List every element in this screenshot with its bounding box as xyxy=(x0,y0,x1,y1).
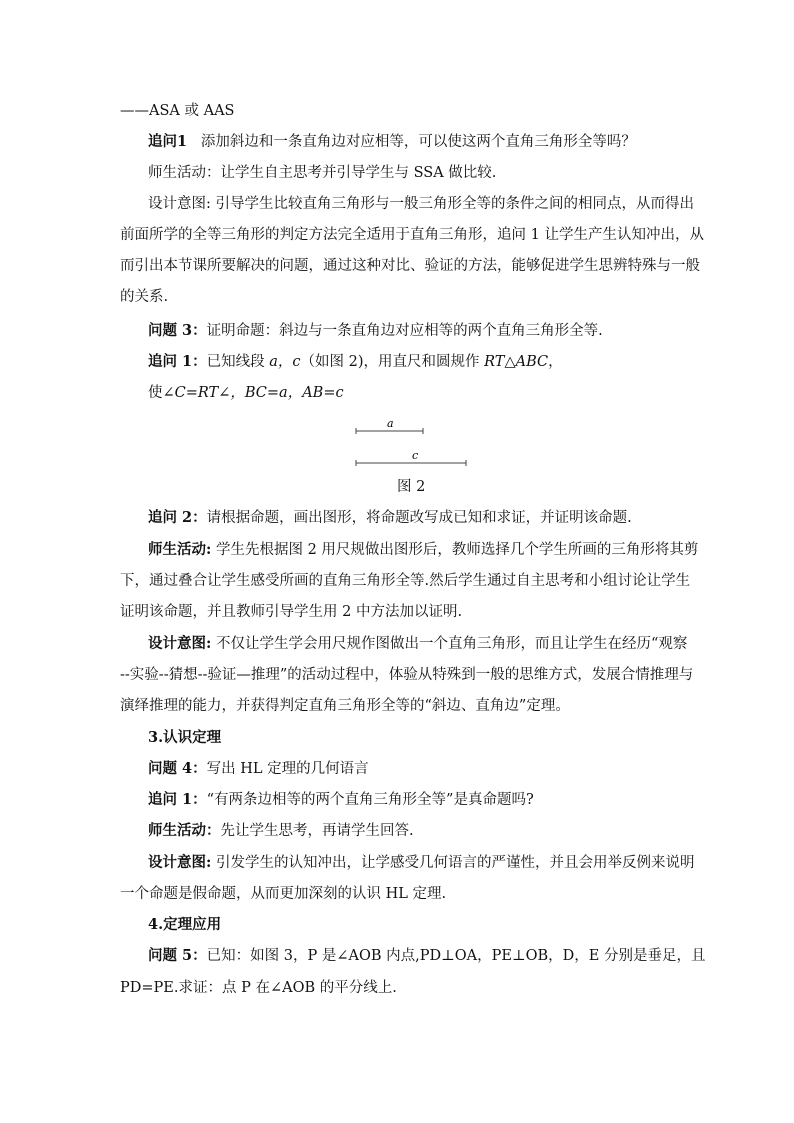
activity-label: 师生活动: xyxy=(148,541,212,558)
figure-caption: 图 2 xyxy=(397,479,426,495)
line-text: “有两条边相等的两个直角三角形全等”是真命题吗? xyxy=(206,792,534,808)
text-line xyxy=(120,696,680,716)
text-line xyxy=(148,163,708,183)
section-heading: 4.定理应用 xyxy=(148,916,222,933)
line-text: ——ASA 或 AAS xyxy=(120,103,235,119)
question-label: 问题 5： xyxy=(148,947,207,964)
line-text: 已知：如图 3，P 是∠AOB 内点,PD⊥OA，PE⊥OB，D，E 分别是垂足，且 xyxy=(206,948,706,964)
line-text: --实验--猜想--验证—推理”的活动过程中，体验从特殊到一般的思维方式，发展合情推理与 xyxy=(120,667,694,683)
line-text: 证明命题：斜边与一条直角边对应相等的两个直角三角形全等. xyxy=(206,323,603,339)
math-text: a，c xyxy=(269,354,301,370)
followup-label: 追问1 xyxy=(148,133,188,150)
text-line xyxy=(120,571,691,591)
text-line xyxy=(120,602,680,622)
text-line xyxy=(148,946,708,966)
line-text: 先让学生思考，再请学生回答. xyxy=(220,823,414,839)
text-line xyxy=(120,256,700,276)
line-text: 下，通过叠合让学生感受所画的直角三角形全等.然后学生通过自主思考和小组讨论让学生 xyxy=(120,573,691,589)
line-text: 一个命题是假命题，从而更加深刻的认识 HL 定理. xyxy=(120,886,447,902)
figure-2-segments xyxy=(340,414,480,470)
text-line xyxy=(148,321,708,341)
text-line xyxy=(148,132,708,152)
activity-label: 师生活动： xyxy=(148,822,221,839)
line-text: 引发学生的认知冲出，让学感受几何语言的严谨性，并且会用举反例来说明 xyxy=(211,855,695,871)
line-text: 前面所学的全等三角形的判定方法完全适用于直角三角形，追问 1 让学生产生认知冲出，从 xyxy=(120,227,704,243)
text-line xyxy=(120,884,680,904)
math-text: RT△ABC xyxy=(484,354,549,370)
question-label: 问题 4： xyxy=(148,760,207,777)
line-text: 设计意图: 引导学生比较直角三角形与一般三角形全等的条件之间的相同点，从而得出 xyxy=(148,196,694,212)
math-text: ∠C=RT∠，BC=a，AB=c xyxy=(162,385,344,401)
text-line xyxy=(148,790,708,810)
text-line xyxy=(148,540,708,560)
followup-label: 追问 1： xyxy=(148,353,207,370)
text-line xyxy=(148,821,708,841)
line-text: 写出 HL 定理的几何语言 xyxy=(206,761,369,777)
line-text: 使 xyxy=(148,385,163,401)
line-text: 演绎推理的能力，并获得判定直角三角形全等的“斜边、直角边”定理。 xyxy=(120,698,570,714)
text-line xyxy=(120,287,680,307)
text-line xyxy=(148,634,708,654)
line-text: 而引出本节课所要解决的问题，通过这种对比、验证的方法，能够促进学生思辨特殊与一般 xyxy=(120,258,700,274)
line-text: 添加斜边和一条直角边对应相等，可以使这两个直角三角形全等吗？ xyxy=(200,134,636,150)
line-text: 请根据命题，画出图形，将命题改写成已知和求证，并证明该命题. xyxy=(206,510,632,526)
intent-label: 设计意图: xyxy=(148,854,212,871)
line-text: 学生先根据图 2 用尺规做出图形后，教师选择几个学生所画的三角形将其剪 xyxy=(211,542,699,558)
text-line xyxy=(148,194,708,214)
segment-c-label: c xyxy=(412,449,419,462)
text-line xyxy=(120,225,704,245)
section-heading: 3.认识定理 xyxy=(148,729,222,746)
segment-a-label: a xyxy=(387,417,394,430)
line-text: 的关系. xyxy=(120,289,169,305)
line-text: 不仅让学生学会用尺规作图做出一个直角三角形，而且让学生在经历“观察 xyxy=(211,636,688,652)
line-text: 师生活动：让学生自主思考并引导学生与 SSA 做比较. xyxy=(148,165,497,181)
line-text: PD=PE.求证：点 P 在∠AOB 的平分线上. xyxy=(120,980,397,996)
text-line xyxy=(120,978,680,998)
followup-label: 追问 2： xyxy=(148,509,207,526)
line-text: ， xyxy=(548,354,563,370)
line-text: （如图 2)，用直尺和圆规作 xyxy=(300,354,485,370)
text-line xyxy=(148,383,708,403)
line-text: 证明该命题，并且教师引导学生用 2 中方法加以证明. xyxy=(120,604,463,620)
intent-label: 设计意图: xyxy=(148,635,212,652)
text-line xyxy=(148,853,708,873)
text-line xyxy=(148,352,708,372)
text-line xyxy=(148,508,708,528)
question-label: 问题 3： xyxy=(148,322,207,339)
text-line xyxy=(120,101,680,121)
followup-label: 追问 1： xyxy=(148,791,207,808)
line-text: 已知线段 xyxy=(206,354,270,370)
text-line xyxy=(148,759,708,779)
text-line xyxy=(120,665,694,685)
